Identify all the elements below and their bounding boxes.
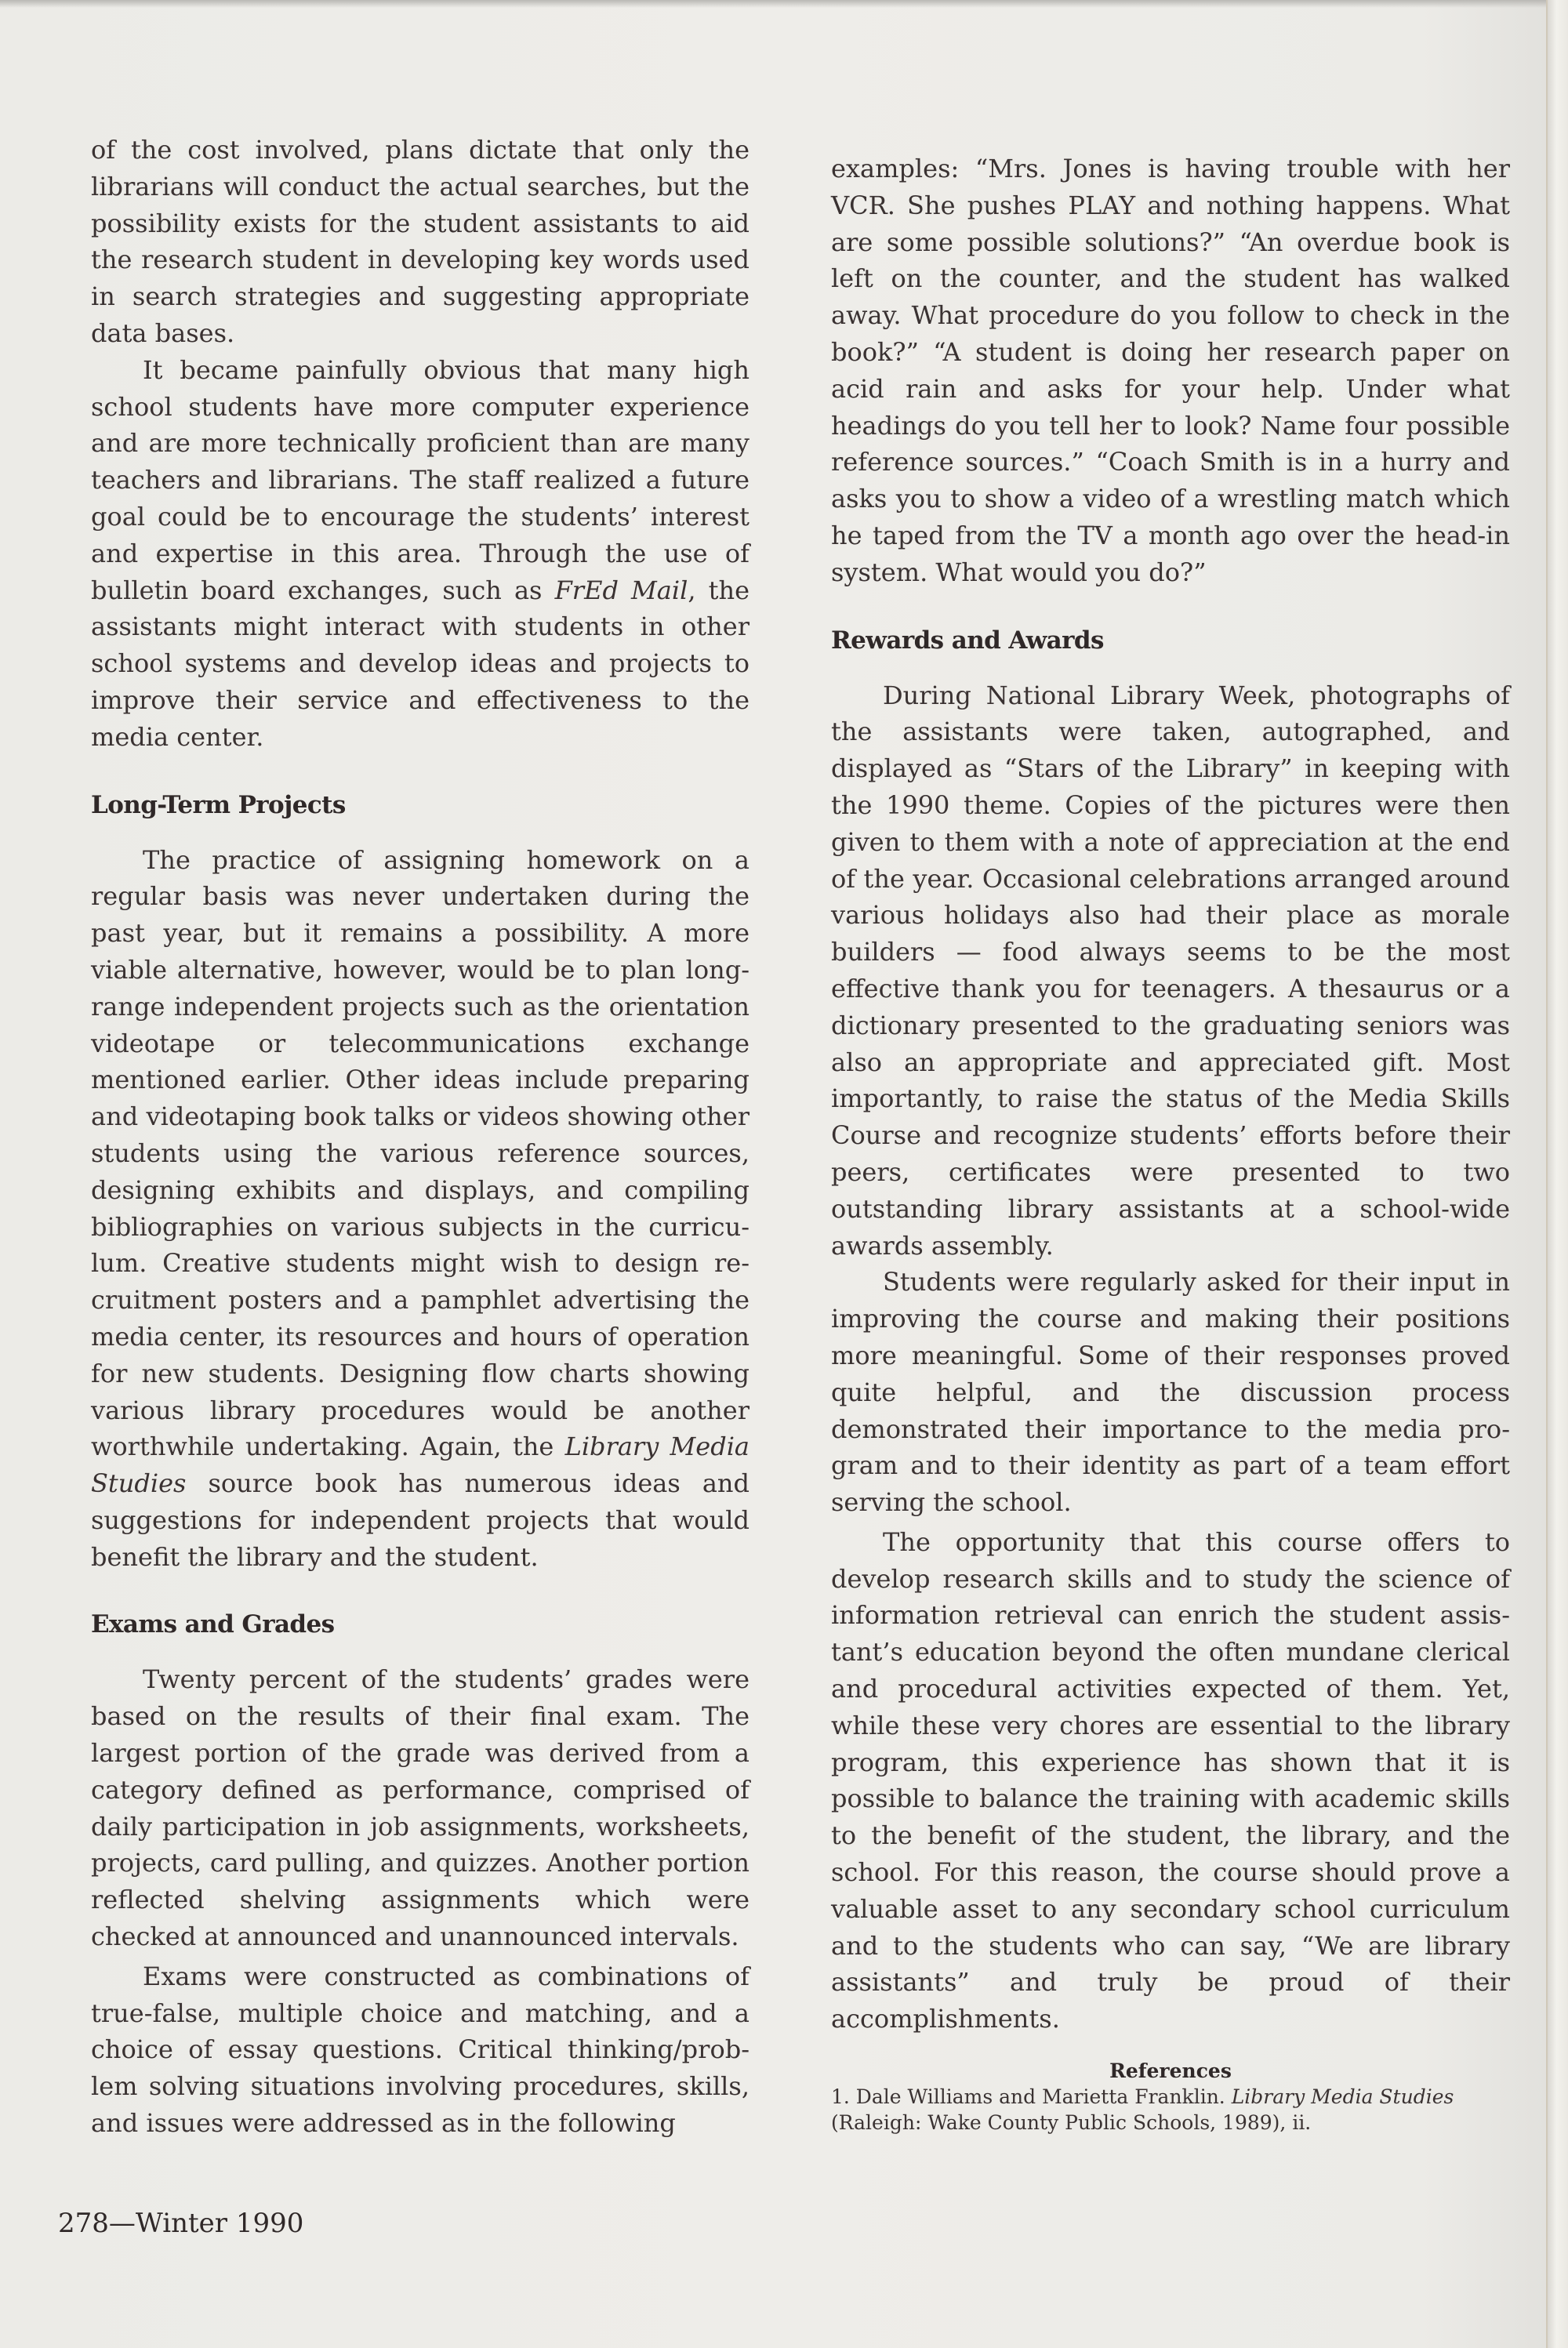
paragraph-national-library-week: During National Library Week, photographs of the assistants were taken, autographed, and displayed as “Stars of the Library” in keeping with the 1990 theme. Copies of the pictures were then given to them with a note of appreciation at the end of the year. Occasional celebrations arranged around various holidays also had their place as morale builders — food always seems to be the most effective thank you for teenagers. A thesaurus or a dictionary presented to the graduating seniors was also an appropriate and appreciated gift. Most importantly, to raise the status of the Media Skills Course and recognize students’ efforts before their peers, certificates were presented to two outstanding library assistants at a school-wide awards assembly.	[831, 680, 1510, 1261]
heading-rewards-and-awards: Rewards and Awards	[831, 626, 1104, 655]
paragraph-search-plans: of the cost involved, plans dictate that only the librarians will conduct the actual searches, but the possibility exists for the student assistants to aid the research student in developing key words used in search strategies and suggesting appropriate data bases.	[91, 135, 750, 348]
paragraph-conclusion: The opportunity that this course offers to develop research skills and to study the science of information retrieval can enrich the student assistant’s education beyond the often mundane clerical and procedural activities expected of them. Yet, while these very chores are essential to the library program, this experience has shown that it is possible to balance the training with academic skills to the benefit of the student, the library, and the school. For this reason, the course should prove a valuable asset to any secondary school curriculum and to the students who can say, “We are library assistants” and truly be proud of their accomplishments.	[831, 1526, 1510, 2034]
references-section	[831, 2058, 1510, 2136]
paragraph-computer-experience: It became painfully obvious that many high school students have more computer experience and are more technically proficient than are many teachers and librarians. The staff realized a future goal could be to encourage the students’ interest and expertise in this area. Through the use of bulletin board exchanges, such as FrEd Mail, the assistants might interact with students in other school systems and develop ideas and projects to improve their service and effectiveness to the media center.	[91, 354, 750, 752]
paragraph-student-input: Students were regularly asked for their input in improving the course and making their positions more meaningful. Some of their responses proved quite helpful, and the discussion process demonstrated their importance to the media program and to their identity as part of a team effort serving the school.	[831, 1267, 1510, 1518]
paragraph-exams: Exams were constructed as combinations of true-false, multiple choice and matching, and a choice of essay questions. Critical thinking/problem solving situations involving procedures, skills, and issues were addressed as in the following	[91, 1961, 750, 2139]
right-column	[831, 151, 1510, 2136]
scan-top-shadow	[0, 0, 1546, 8]
reference-item: 1. Dale Williams and Marietta Franklin. Library Media Studies (Raleigh: Wake County Public Schools, 1989), ii.	[831, 2085, 1454, 2135]
page-binding-edge	[1546, 0, 1568, 2348]
library-media-studies-title: Library Media Studies	[91, 1432, 750, 1499]
page-footer: 278—Winter 1990	[58, 2208, 304, 2239]
paragraph-grades: Twenty percent of the students’ grades were based on the results of their final exam. The largest portion of the grade was derived from a category defined as performance, comprised of daily participation in job assignments, worksheets, projects, card pulling, and quizzes. Another portion reflected shelving assignments which were checked at announced and unannounced intervals.	[91, 1664, 750, 1952]
left-column	[91, 132, 750, 2142]
references-heading: References	[1109, 2059, 1232, 2083]
paragraph-exam-examples: examples: “Mrs. Jones is having trouble with her VCR. She pushes PLAY and nothing happens. What are some possible solutions?” “An overdue book is left on the counter, and the student has walked away. What procedure do you follow to check in the book?” “A student is doing her research paper on acid rain and asks for your help. Under what headings do you tell her to look? Name four possible reference sources.” “Coach Smith is in a hurry and asks you to show a video of a wrestling match which he taped from the TV a month ago over the head-in system. What would you do?”	[831, 154, 1510, 587]
heading-exams-and-grades: Exams and Grades	[91, 1610, 335, 1639]
heading-long-term-projects: Long-Term Projects	[91, 790, 346, 819]
paragraph-long-term-projects: The practice of assigning homework on a regular basis was never undertaken during the past year, but it remains a possibility. A more viable alternative, however, would be to plan long-range independent projects such as the orientation videotape or telecommunications exchange mentioned earlier. Other ideas include preparing and videotaping book talks or videos showing other students using the various reference sources, designing exhibits and displays, and compiling bibliographies on various subjects in the curriculum. Creative students might wish to design recruitment posters and a pamphlet advertising the media center, its resources and hours of operation for new students. Designing flow charts showing various library procedures would be another worthwhile undertaking. Again, the Library Media Studies source book has numerous ideas and suggestions for independent projects that would benefit the library and the student.	[91, 844, 750, 1572]
fred-mail-title: FrEd Mail	[554, 575, 688, 605]
